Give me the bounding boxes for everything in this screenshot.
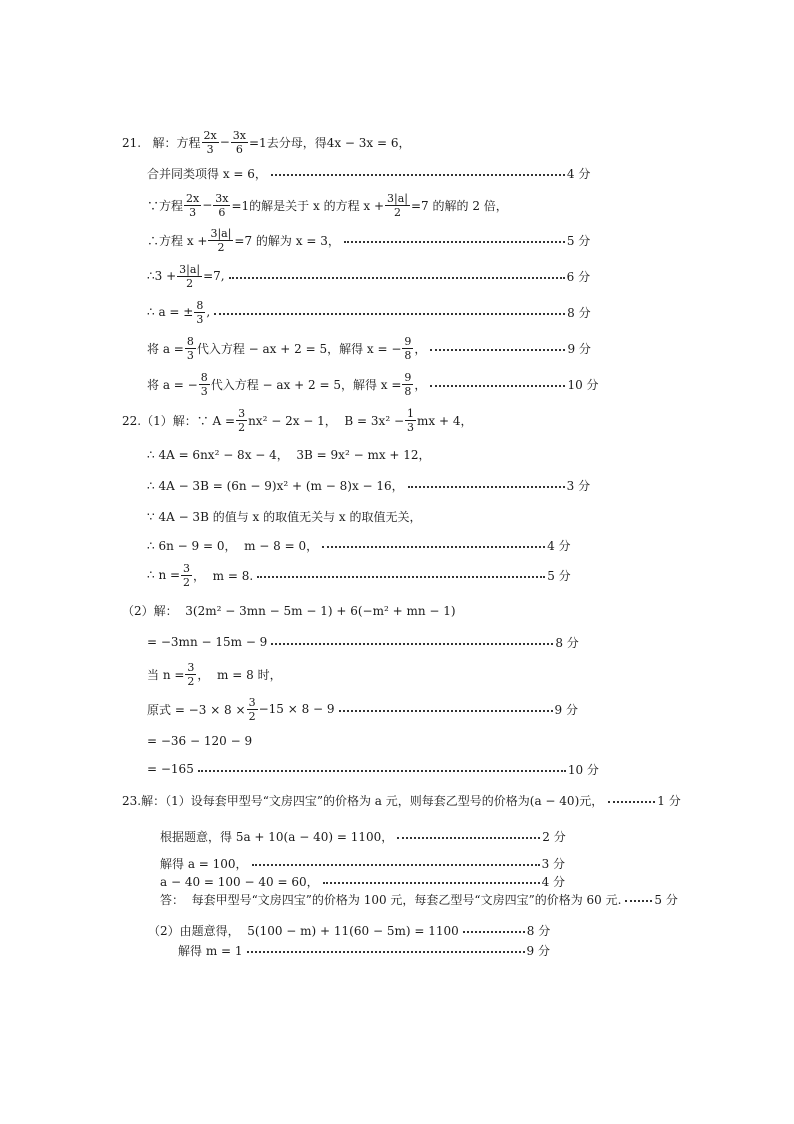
solution-line xyxy=(0,557,794,593)
score-points: 9 分 xyxy=(567,341,591,356)
score-points: 10 分 xyxy=(567,377,599,392)
score-points: 8 分 xyxy=(555,635,579,650)
text-segment: 解得 a = 100， xyxy=(160,856,248,871)
leader-dots xyxy=(271,174,565,176)
leader-dots xyxy=(608,801,655,803)
solution-line xyxy=(0,782,794,818)
solution-line xyxy=(0,656,794,692)
fraction xyxy=(405,407,416,434)
score-points: 8 分 xyxy=(567,305,591,320)
solution-text xyxy=(147,227,340,254)
solution-line xyxy=(0,187,794,223)
fraction-numerator: 3|a| xyxy=(387,191,408,205)
solution-line xyxy=(0,366,794,402)
fraction-numerator: 3|a| xyxy=(179,262,201,276)
fraction-numerator: 3 xyxy=(248,695,256,709)
fraction-denominator: 2 xyxy=(186,276,194,290)
solution-line xyxy=(0,932,794,968)
fraction-denominator: 2 xyxy=(394,205,402,219)
fraction-denominator: 2 xyxy=(183,575,191,589)
fraction xyxy=(231,129,248,156)
fraction-denominator: 2 xyxy=(238,420,246,434)
text-segment: = −3mn − 15m − 9 xyxy=(147,635,268,649)
score-points: 10 分 xyxy=(567,762,599,777)
fraction xyxy=(385,192,410,219)
leader-dots xyxy=(229,277,565,279)
text-segment: ， xyxy=(414,377,427,392)
fraction xyxy=(402,335,413,362)
leader-dots xyxy=(247,951,525,953)
fraction-numerator: 3|a| xyxy=(210,226,232,240)
text-segment: ， xyxy=(414,341,427,356)
fraction-numerator: 2x xyxy=(186,191,200,205)
fraction-numerator: 3x xyxy=(232,128,246,142)
text-segment: a − 40 = 100 − 40 = 60， xyxy=(160,874,319,889)
fraction-numerator: 3 xyxy=(238,406,246,420)
fraction-denominator: 8 xyxy=(404,384,412,398)
solution-text xyxy=(147,734,252,748)
fraction xyxy=(402,371,413,398)
solution-text xyxy=(147,696,335,723)
fraction-numerator: 9 xyxy=(404,334,412,348)
text-segment: = −165 xyxy=(147,762,194,776)
text-segment: 21. 解：方程 xyxy=(122,135,201,150)
fraction-numerator: 8 xyxy=(200,370,208,384)
leader-dots xyxy=(408,486,565,488)
fraction-denominator: 2 xyxy=(248,709,256,723)
fraction xyxy=(247,696,258,723)
leader-dots xyxy=(198,770,566,772)
solution-line xyxy=(0,691,794,727)
text-segment: =7 的解为 x = 3， xyxy=(234,233,340,248)
score-points: 1 分 xyxy=(657,793,681,808)
text-segment: ， m = 8 时， xyxy=(197,667,282,682)
text-segment: ∴ n = xyxy=(147,568,181,582)
text-segment: 原式 = −3 × 8 × xyxy=(147,702,246,717)
fraction-numerator: 3 xyxy=(187,660,195,674)
fraction-denominator: 3 xyxy=(206,142,214,156)
solution-text xyxy=(147,335,426,362)
solution-line xyxy=(0,294,794,330)
fraction-denominator: 3 xyxy=(186,348,194,362)
fraction-numerator: 3x xyxy=(215,191,229,205)
fraction-numerator: 8 xyxy=(186,334,194,348)
score-points: 4 分 xyxy=(541,874,566,889)
text-segment: ∴ 4A − 3B = (6n − 9)x² + (m − 8)x − 16， xyxy=(147,478,404,493)
fraction-denominator: 3 xyxy=(189,205,197,219)
solution-text xyxy=(160,891,621,908)
fraction xyxy=(213,192,230,219)
solution-line xyxy=(0,402,794,438)
text-segment: 根据题意，得 5a + 10(a − 40) = 1100， xyxy=(160,829,394,844)
fraction xyxy=(199,371,210,398)
solution-text xyxy=(178,942,243,959)
text-segment: 合并同类项得 x = 6， xyxy=(147,166,267,181)
fraction-denominator: 8 xyxy=(404,348,412,362)
text-segment: =7 的解的 2 倍， xyxy=(411,198,508,213)
text-segment: 将 a = xyxy=(147,341,184,356)
text-segment: 代入方程 − ax + 2 = 5，解得 x = − xyxy=(196,341,402,356)
solution-text xyxy=(147,477,404,494)
fraction xyxy=(185,335,196,362)
fraction xyxy=(236,407,247,434)
text-segment: − xyxy=(219,135,230,149)
score-points: 5 分 xyxy=(547,568,571,583)
text-segment: 答： 每套甲型号“文房四宝”的价格为 100 元，每套乙型号“文房四宝”的价格为 60 元. xyxy=(160,892,622,907)
score-points: 9 分 xyxy=(526,943,550,958)
solution-line xyxy=(0,155,794,191)
solution-text xyxy=(147,508,422,525)
solution-text xyxy=(147,371,426,398)
leader-dots xyxy=(430,349,565,351)
text-segment: 当 n = xyxy=(147,667,185,682)
fraction-denominator: 3 xyxy=(196,312,204,326)
fraction xyxy=(177,263,202,290)
solution-line xyxy=(0,592,794,628)
score-points: 3 分 xyxy=(541,856,566,871)
leader-dots xyxy=(430,385,565,387)
fraction-numerator: 1 xyxy=(407,406,415,420)
fraction-numerator: 9 xyxy=(404,370,412,384)
score-points: 2 分 xyxy=(542,829,566,844)
fraction-denominator: 6 xyxy=(218,205,226,219)
solution-text xyxy=(122,407,472,434)
solution-text xyxy=(147,299,210,326)
solution-text xyxy=(147,762,194,776)
fraction-numerator: 2x xyxy=(203,128,217,142)
score-points: 8 分 xyxy=(526,923,551,938)
solution-text xyxy=(147,263,225,290)
leader-dots xyxy=(257,576,545,578)
text-segment: =1去分母，得4x − 3x = 6， xyxy=(249,135,411,150)
text-segment: ∵ 4A − 3B 的值与 x 的取值无关与 x 的取值无关， xyxy=(147,509,422,524)
text-segment: − xyxy=(202,198,213,212)
text-segment: ∵方程 xyxy=(147,198,184,213)
score-points: 6 分 xyxy=(566,269,591,284)
text-segment: =1的解是关于 x 的方程 x + xyxy=(231,198,385,213)
score-points: 4 分 xyxy=(547,538,571,553)
solution-text xyxy=(147,537,318,554)
leader-dots xyxy=(214,313,565,315)
score-points: 5 分 xyxy=(654,892,678,907)
fraction xyxy=(194,299,205,326)
fraction-denominator: 2 xyxy=(217,240,225,254)
solution-line xyxy=(0,222,794,258)
solution-text xyxy=(147,661,282,688)
text-segment: （2）由题意得， 5(100 − m) + 11(60 − 5m) = 1100 xyxy=(148,923,459,938)
fraction-denominator: 3 xyxy=(407,420,415,434)
text-segment: =7, xyxy=(203,269,225,283)
text-segment: mx + 4， xyxy=(417,413,473,428)
fraction-numerator: 3 xyxy=(183,561,191,575)
text-segment: 解得 m = 1 xyxy=(178,943,243,958)
text-segment: ∴ 4A = 6nx² − 8x − 4， 3B = 9x² − mx + 12， xyxy=(147,447,431,462)
score-points: 3 分 xyxy=(566,478,591,493)
text-segment: , xyxy=(206,305,211,319)
text-segment: = −36 − 120 − 9 xyxy=(147,734,253,748)
text-segment: nx² − 2x − 1， B = 3x² − xyxy=(248,413,405,428)
text-segment: ， m = 8. xyxy=(193,568,254,583)
fraction-numerator: 8 xyxy=(196,298,204,312)
solution-line xyxy=(0,258,794,294)
fraction xyxy=(202,129,219,156)
solution-text xyxy=(147,562,253,589)
text-segment: （2）解： 3(2m² − 3mn − 5m − 1) + 6(−m² + mn − 1) xyxy=(122,603,456,618)
solution-text xyxy=(147,635,267,649)
solution-text xyxy=(147,165,267,182)
solution-line xyxy=(0,624,794,660)
text-segment: 代入方程 − ax + 2 = 5，解得 x = xyxy=(210,377,402,392)
fraction-denominator: 3 xyxy=(200,384,208,398)
solution-text xyxy=(147,192,508,219)
fraction xyxy=(185,661,196,688)
text-segment: ∴ 6n − 9 = 0， m − 8 = 0， xyxy=(147,538,319,553)
text-segment: ∴3 + xyxy=(147,269,177,283)
text-segment: 将 a = − xyxy=(147,377,198,392)
leader-dots xyxy=(344,241,565,243)
solution-text xyxy=(147,446,431,463)
text-segment: 22.（1）解：∵ A = xyxy=(122,413,236,428)
text-segment: 23.解：（1）设每套甲型号“文房四宝”的价格为 a 元，则每套乙型号的价格为(a − 40)元， xyxy=(122,793,604,808)
solution-text xyxy=(122,129,411,156)
fraction xyxy=(181,562,192,589)
fraction-denominator: 6 xyxy=(235,142,243,156)
leader-dots xyxy=(339,710,553,712)
fraction-denominator: 2 xyxy=(187,674,195,688)
leader-dots xyxy=(625,900,652,902)
score-points: 4 分 xyxy=(566,166,591,181)
fraction xyxy=(184,192,201,219)
text-segment: ∴方程 x + xyxy=(147,233,208,248)
text-segment: ∴ a = ± xyxy=(147,305,194,319)
solution-text xyxy=(122,602,456,619)
solution-line xyxy=(0,330,794,366)
leader-dots xyxy=(397,837,540,839)
leader-dots xyxy=(271,643,553,645)
leader-dots xyxy=(322,546,545,548)
solution-text xyxy=(122,792,603,809)
score-points: 9 分 xyxy=(554,702,578,717)
text-segment: −15 × 8 − 9 xyxy=(258,702,335,716)
score-points: 5 分 xyxy=(566,233,591,248)
solution-text xyxy=(160,828,393,845)
fraction xyxy=(208,227,233,254)
